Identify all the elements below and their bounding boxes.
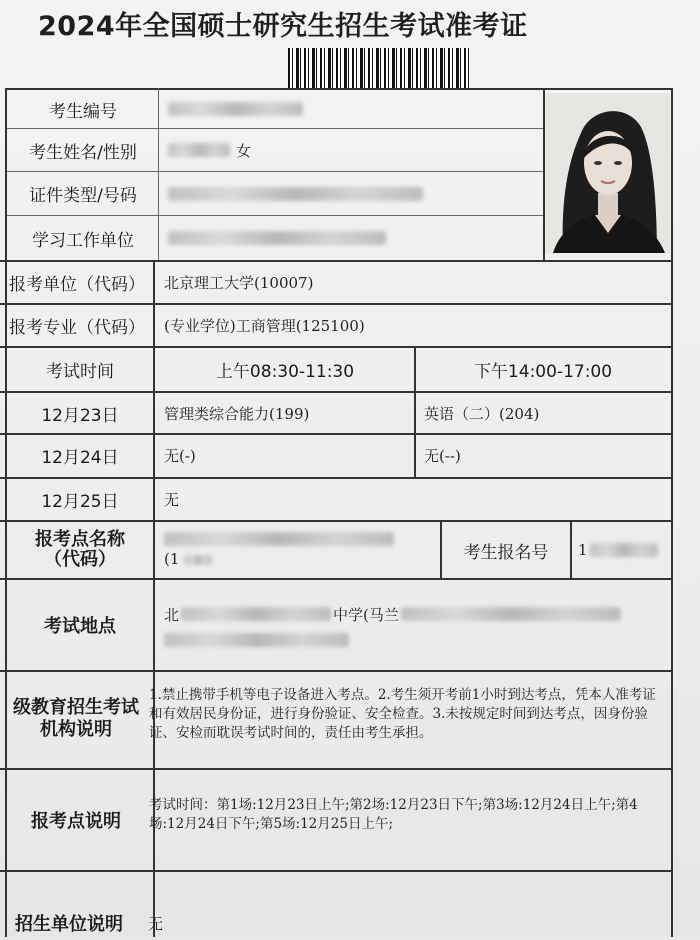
value-school-note: 无 xyxy=(148,914,164,933)
barcode xyxy=(288,48,470,88)
redacted-reg-no xyxy=(590,543,658,557)
redacted-id-number xyxy=(168,187,423,201)
schedule-pm-subject: 英语（二）(204) xyxy=(424,404,540,423)
morning-session: 上午08:30-11:30 xyxy=(215,361,355,382)
value-name-gender xyxy=(162,130,538,170)
label-edu-org: 级教育招生考试 机构说明 xyxy=(13,697,139,740)
value-gender: 女 xyxy=(236,141,252,160)
value-site-name xyxy=(158,524,442,576)
candidate-photo xyxy=(545,93,670,253)
schedule-am-subject: 无 xyxy=(164,490,180,509)
redacted-place-a xyxy=(181,607,331,621)
value-place-start: 北 xyxy=(164,605,180,624)
value-exam-id xyxy=(162,90,538,128)
value-apply-major: (专业学位)工商管理(125100) xyxy=(164,316,365,335)
schedule-date: 12月23日 xyxy=(41,405,119,426)
redacted-name xyxy=(168,143,230,157)
schedule-am-subject: 管理类综合能力(199) xyxy=(164,404,310,423)
value-reg-no xyxy=(572,524,674,576)
schedule-pm-subject: 无(--) xyxy=(424,447,461,465)
value-place-mid: 中学(马兰 xyxy=(333,605,399,624)
redacted-place-b xyxy=(401,607,621,621)
label-exam-place: 考试地点 xyxy=(44,616,116,637)
portrait-image xyxy=(545,93,670,253)
label-exam-time: 考试时间 xyxy=(46,361,114,382)
schedule-date: 12月25日 xyxy=(41,491,119,512)
redacted-site-name xyxy=(164,532,394,546)
value-id xyxy=(162,173,538,214)
label-reg-no: 考生报名号 xyxy=(463,542,549,563)
label-apply-unit: 报考单位（代码） xyxy=(9,274,145,295)
label-id-type: 证件类型/号码 xyxy=(29,186,137,206)
redacted-place-c xyxy=(164,633,349,647)
schedule-date: 12月24日 xyxy=(41,448,119,468)
label-school-note: 招生单位说明 xyxy=(15,914,123,935)
label-site-note: 报考点说明 xyxy=(31,811,121,832)
value-apply-unit: 北京理工大学(10007) xyxy=(164,273,314,292)
site-note: 考试时间：第1场:12月23日上午;第2场:12月23日下午;第3场:12月24日上午;第4场:12月24日下午;第5场:12月25日上午; xyxy=(149,797,638,832)
label-exam-id: 考生编号 xyxy=(49,101,117,122)
value-site-code: (1 xyxy=(164,550,180,568)
redacted-exam-id xyxy=(168,102,303,116)
value-exam-place xyxy=(158,582,669,668)
redacted-site-code xyxy=(184,555,212,565)
schedule-am-subject: 无(-) xyxy=(164,447,196,465)
label-name-gender: 考生姓名/性别 xyxy=(29,142,137,163)
value-reg-no-partial: 1 xyxy=(578,541,588,559)
redacted-work-unit xyxy=(168,231,386,245)
value-work-unit xyxy=(162,217,538,259)
ticket-title: 2024年全国硕士研究生招生考试准考证 xyxy=(38,11,528,42)
edu-org-note: 1.禁止携带手机等电子设备进入考点。2.考生须开考前1小时到达考点，凭本人准考证和有效居民身份证，进行身份验证、安全检查。3.未按规定时间到达考点，因身份验证、安检而耽误考试时间的，责任由考生承担。 xyxy=(149,687,656,741)
label-work-unit: 学习工作单位 xyxy=(32,230,134,251)
afternoon-session: 下午14:00-17:00 xyxy=(473,361,613,382)
label-apply-major: 报考专业（代码） xyxy=(9,317,145,338)
label-site-name: 报考点名称 （代码） xyxy=(35,529,125,570)
ticket-table xyxy=(0,88,680,937)
